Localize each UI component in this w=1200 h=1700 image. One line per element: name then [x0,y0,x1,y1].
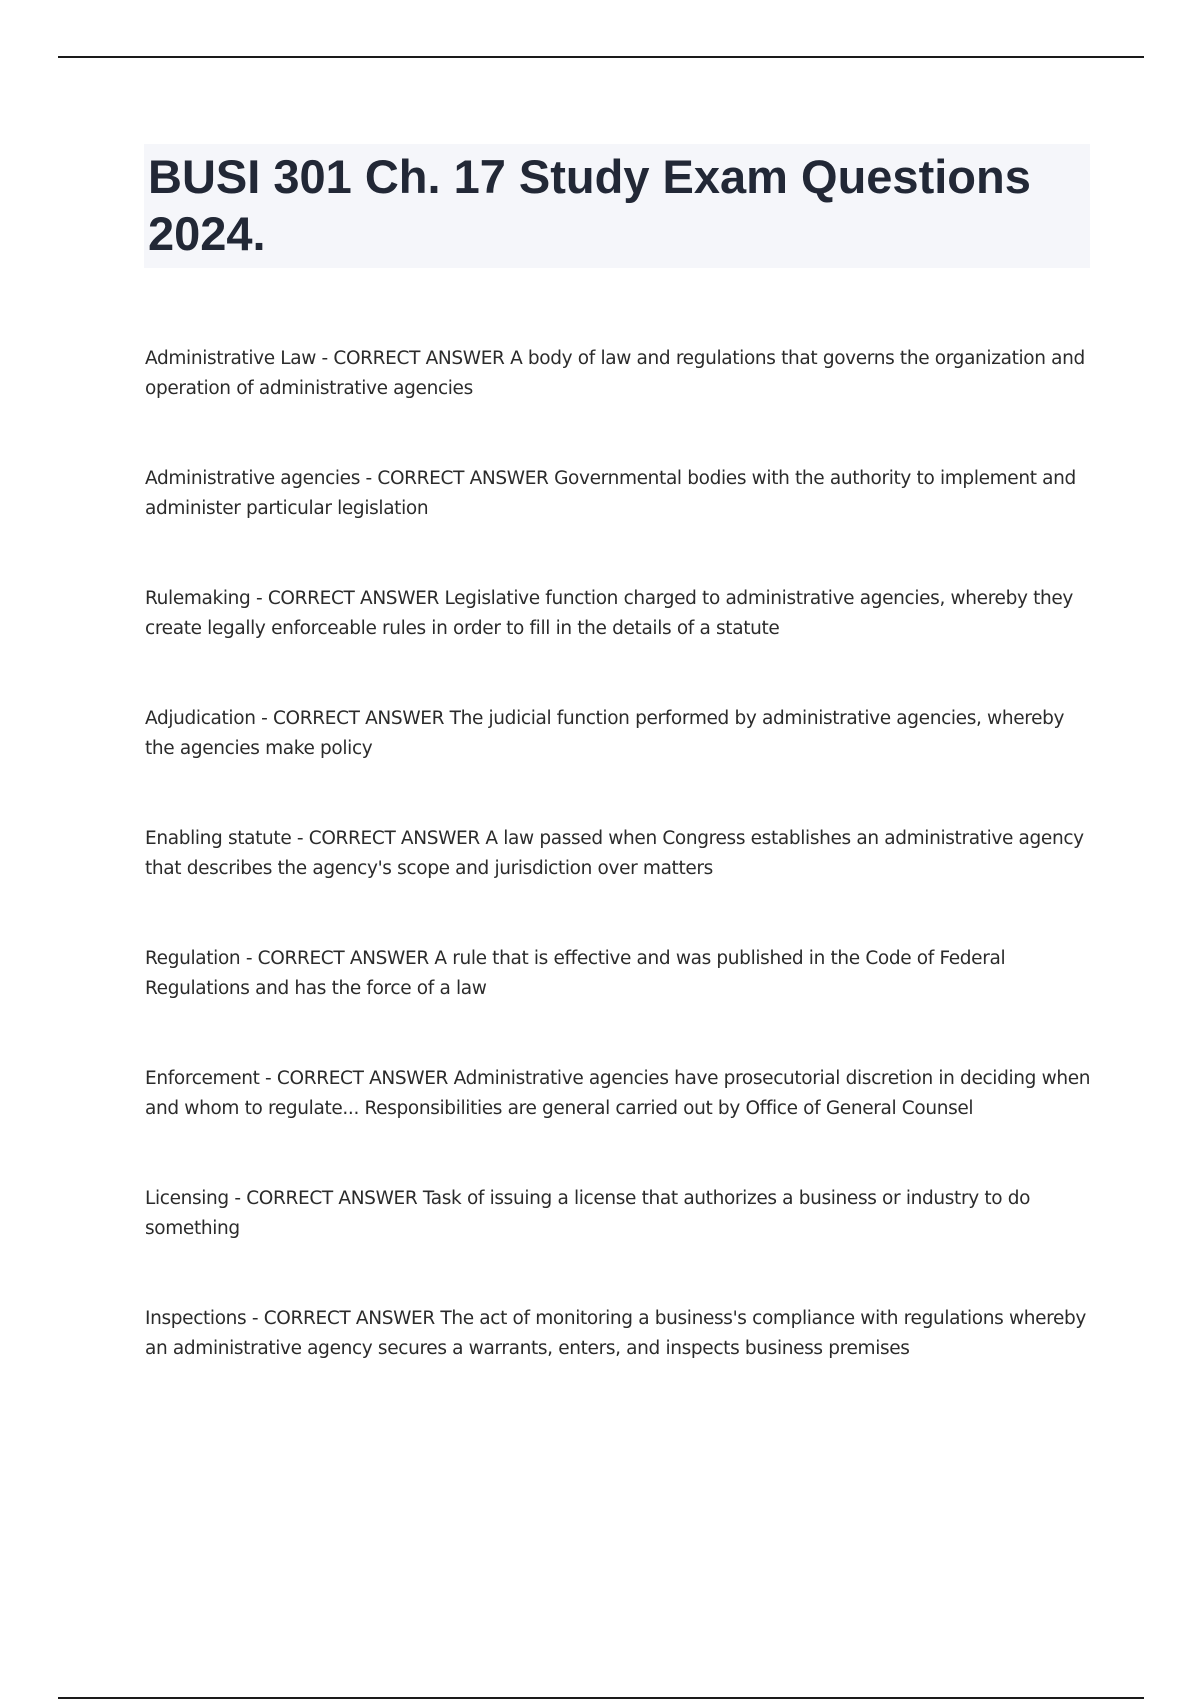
page-title: BUSI 301 Ch. 17 Study Exam Questions 2024. [148,150,1031,260]
qa-item-regulation: Regulation - CORRECT ANSWER A rule that is effective and was published in the Code of Federal Regulations and has the force of a law [145,948,1006,999]
qa-item-adjudication: Adjudication - CORRECT ANSWER The judicial function performed by administrative agencies, whereby the agencies make policy [145,708,1065,759]
bottom-divider [58,1697,1144,1699]
top-divider [58,56,1144,58]
qa-item-enforcement: Enforcement - CORRECT ANSWER Administrative agencies have prosecutorial discretion in deciding when and whom to regulate... Responsibilities are general carried out by Office of General Counsel [145,1068,1091,1119]
qa-item-administrative-agencies: Administrative agencies - CORRECT ANSWER Governmental bodies with the authority to implement and administer particular legislation [145,468,1076,519]
qa-item-enabling-statute: Enabling statute - CORRECT ANSWER A law passed when Congress establishes an administrative agency that describes the agency's scope and jurisdiction over matters [145,828,1084,879]
title-block [144,144,1090,268]
qa-item-licensing: Licensing - CORRECT ANSWER Task of issuing a license that authorizes a business or industry to do something [145,1188,1031,1239]
qa-item-inspections: Inspections - CORRECT ANSWER The act of monitoring a business's compliance with regulations whereby an administrative agency secures a warrants, enters, and inspects business premises [145,1308,1087,1359]
qa-item-rulemaking: Rulemaking - CORRECT ANSWER Legislative function charged to administrative agencies, whereby they create legally enforceable rules in order to fill in the details of a statute [145,588,1074,639]
qa-item-administrative-law: Administrative Law - CORRECT ANSWER A body of law and regulations that governs the organization and operation of administrative agencies [145,348,1085,399]
qa-list [145,344,1095,1424]
